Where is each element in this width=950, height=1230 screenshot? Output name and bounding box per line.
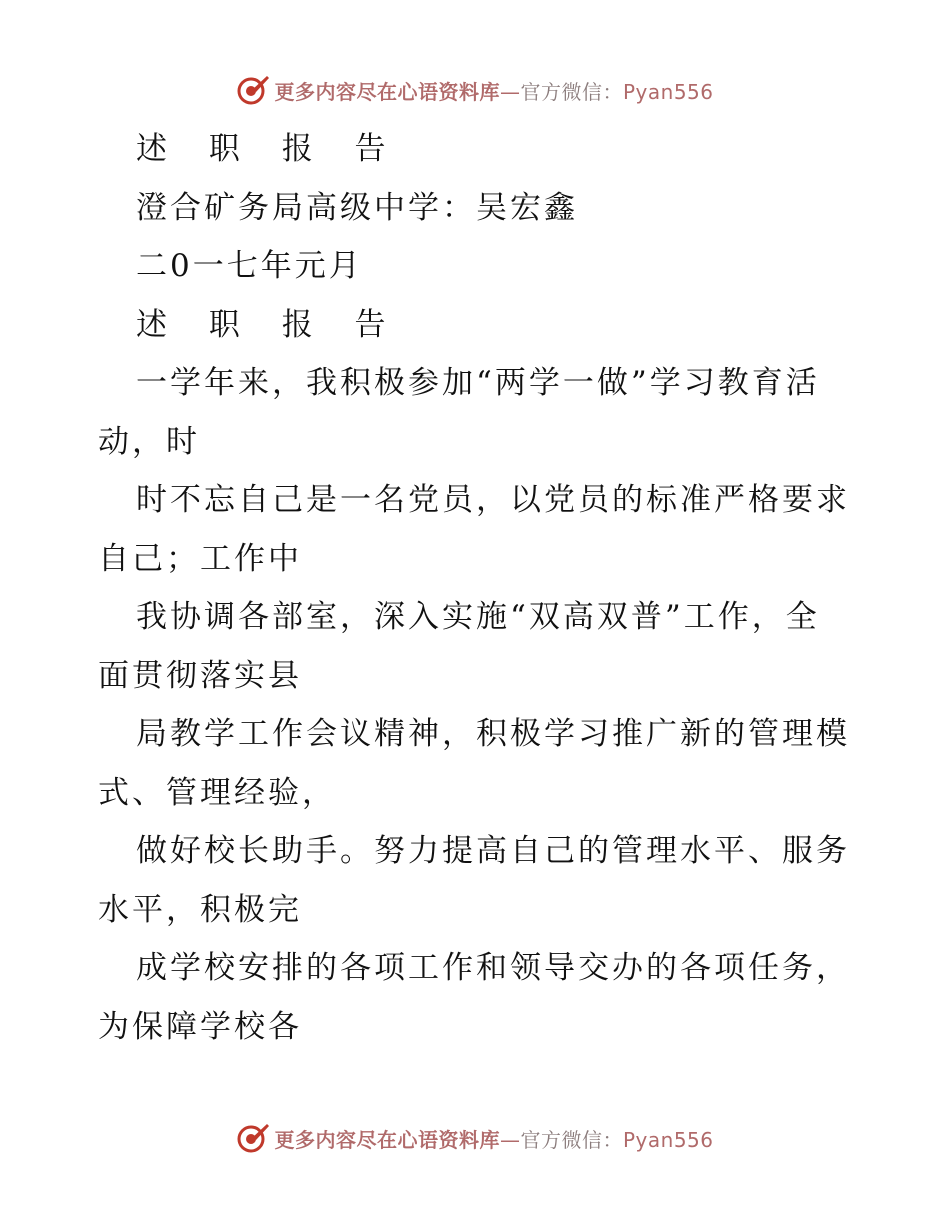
watermark-id: Pyan556 — [622, 1127, 714, 1152]
paragraph-line: 局教学工作会议精神，积极学习推广新的管理模 — [136, 716, 850, 752]
pen-logo-icon — [236, 73, 270, 107]
watermark-dash: — — [499, 1127, 521, 1152]
watermark-sub-text: 官方微信： — [520, 79, 623, 104]
footer-watermark — [0, 1118, 950, 1158]
doc-title-repeat: 述 职 报 告 — [136, 306, 402, 343]
watermark-main-text: 更多内容尽在心语资料库 — [274, 1127, 500, 1152]
paragraph-line: 做好校长助手。努力提高自己的管理水平、服务 — [136, 833, 850, 869]
watermark-sub-text: 官方微信： — [520, 1127, 623, 1152]
doc-date: 二0一七年元月 — [136, 248, 363, 284]
paragraph-line: 一学年来，我积极参加“两学一做”学习教育活 — [136, 365, 820, 401]
paragraph-line: 时不忘自己是一名党员，以党员的标准严格要求 — [136, 482, 850, 518]
header-watermark — [0, 70, 950, 110]
document-body — [98, 120, 858, 1056]
paragraph-line: 动，时 — [98, 423, 200, 460]
paragraph-line: 面贯彻落实县 — [98, 657, 302, 694]
paragraph-line: 自己；工作中 — [98, 540, 302, 577]
watermark-id: Pyan556 — [622, 79, 714, 104]
paragraph-line: 我协调各部室，深入实施“双高双普”工作，全 — [136, 599, 820, 635]
watermark-main-text: 更多内容尽在心语资料库 — [274, 79, 500, 104]
paragraph-line: 为保障学校各 — [98, 1008, 302, 1045]
doc-author: 澄合矿务局高级中学：吴宏鑫 — [136, 189, 578, 226]
watermark-dash: — — [499, 79, 521, 104]
pen-logo-icon — [236, 1121, 270, 1155]
paragraph-line: 水平，积极完 — [98, 891, 302, 928]
paragraph-line: 成学校安排的各项工作和领导交办的各项任务， — [136, 950, 850, 986]
doc-title: 述 职 报 告 — [136, 131, 402, 167]
paragraph-line: 式、管理经验， — [98, 774, 336, 811]
